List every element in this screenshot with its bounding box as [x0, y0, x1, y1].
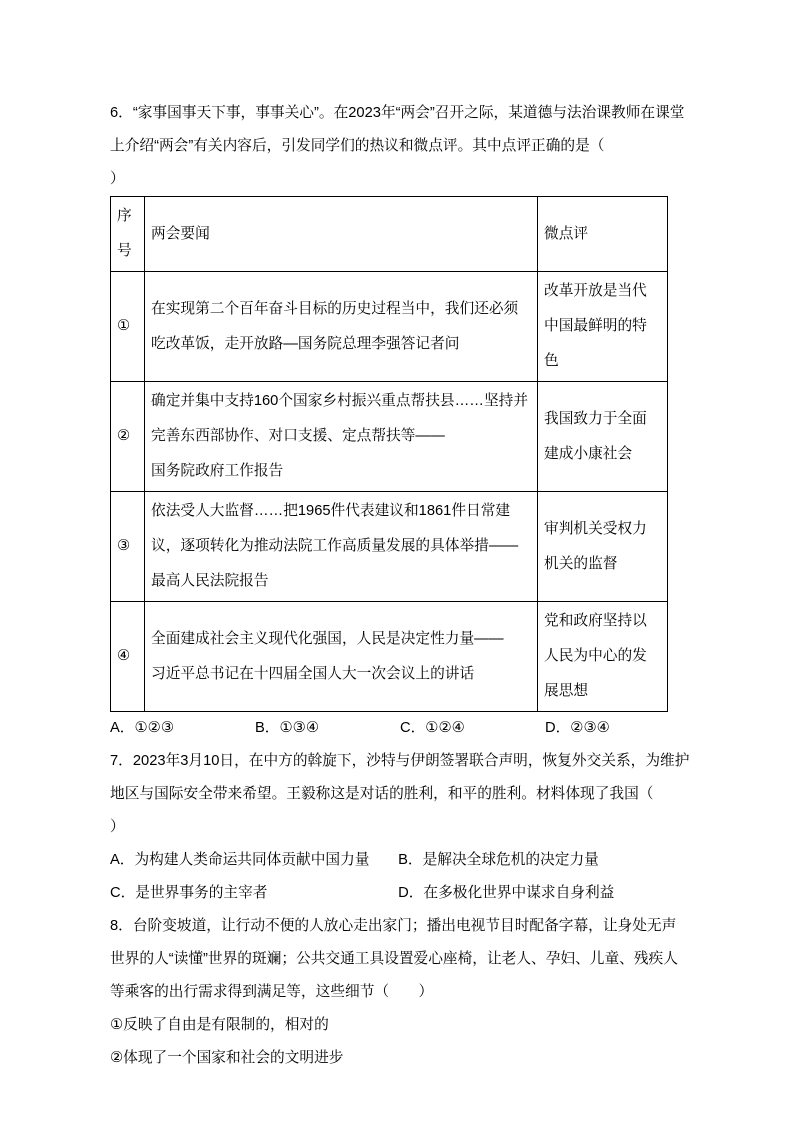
question-7 [110, 745, 690, 910]
q6-option-d: D．②③④ [545, 720, 610, 736]
row4-news-text: 全面建成社会主义现代化强国，人民是决定性力量—— [151, 630, 504, 647]
question-7-stem: 7．2023年3月10日，在中方的斡旋下，沙特与伊朗签署联合声明，恢复外交关系，为维护地区与国际安全带来希望。王毅称这是对话的胜利，和平的胜利。材料体现了我国（ [110, 753, 690, 802]
q6-two-sessions-table [110, 196, 668, 712]
q6-option-a: A．①②③ [110, 720, 174, 736]
row3-news [145, 492, 538, 602]
row4-news [145, 602, 538, 712]
q8-sub-item-2: ②体现了一个国家和社会的文明进步 [110, 1050, 344, 1066]
row2-news-source: 国务院政府工作报告 [151, 463, 284, 479]
row2-serial: ② [111, 382, 145, 492]
q7-options-row-2 [110, 877, 690, 910]
row4-comment: 党和政府坚持以人民为中心的发展思想 [538, 602, 668, 712]
table-header-news: 两会要闻 [145, 197, 538, 272]
question-7-stem-close-paren: ） [110, 819, 125, 835]
row3-serial: ③ [111, 492, 145, 602]
question-6-stem: 6．“家事国事天下事，事事关心”。在2023年“两会”召开之际，某道德与法治课教师在课堂上介绍“两会”有关内容后，引发同学们的热议和微点评。其中点评正确的是（ [110, 105, 685, 154]
q6-option-c: C．①②④ [400, 720, 465, 736]
q7-option-a: A．为构建人类命运共同体贡献中国力量 [110, 852, 370, 868]
q6-options [110, 712, 690, 745]
row2-news-text: 确定并集中支持160个国家乡村振兴重点帮扶县……坚持并完善东西部协作、对口支援、定点帮扶等—— [151, 393, 529, 444]
table-row [111, 272, 668, 382]
q7-options-row-1 [110, 844, 690, 877]
row1-comment: 改革开放是当代中国最鲜明的特色 [538, 272, 668, 382]
q7-option-b: B．是解决全球危机的决定力量 [398, 852, 599, 868]
row3-comment: 审判机关受权力机关的监督 [538, 492, 668, 602]
row4-news-source: 习近平总书记在十四届全国人大一次会议上的讲话 [151, 665, 475, 682]
row1-news-text: 在实现第二个百年奋斗目标的历史过程当中，我们还必须吃改革饭，走开放路—国务院总理李强答记者问 [151, 300, 519, 352]
row2-comment: 我国致力于全面建成小康社会 [538, 382, 668, 492]
q7-option-c: C．是世界事务的主宰者 [110, 885, 268, 901]
exam-page [110, 97, 690, 1075]
table-row [111, 602, 668, 712]
row3-news-source: 最高人民法院报告 [151, 573, 269, 589]
question-8 [110, 910, 690, 1075]
row1-news [145, 272, 538, 382]
question-6-stem-close-paren: ） [110, 171, 125, 187]
q8-sub-item-1: ①反映了自由是有限制的，相对的 [110, 1017, 329, 1033]
table-header-row [111, 197, 668, 272]
row3-news-text: 依法受人大监督……把1965件代表建议和1861件日常建议，逐项转化为推动法院工作高质量发展的具体举措—— [151, 503, 519, 554]
question-8-stem: 8．台阶变坡道，让行动不便的人放心走出家门；播出电视节目时配备字幕，让身处无声世界的人“读懂”世界的斑斓；公共交通工具设置爱心座椅，让老人、孕妇、儿童、残疾人等乘客的出行需求得到满足等，这些细节（ ） [110, 918, 678, 1000]
table-header-comment: 微点评 [538, 197, 668, 272]
table-row [111, 382, 668, 492]
table-row [111, 492, 668, 602]
question-6 [110, 97, 690, 745]
row4-serial: ④ [111, 602, 145, 712]
row2-news [145, 382, 538, 492]
q7-option-d: D．在多极化世界中谋求自身利益 [398, 885, 615, 901]
q6-option-b: B．①③④ [255, 720, 319, 736]
row1-serial: ① [111, 272, 145, 382]
table-header-serial: 序号 [111, 197, 145, 272]
